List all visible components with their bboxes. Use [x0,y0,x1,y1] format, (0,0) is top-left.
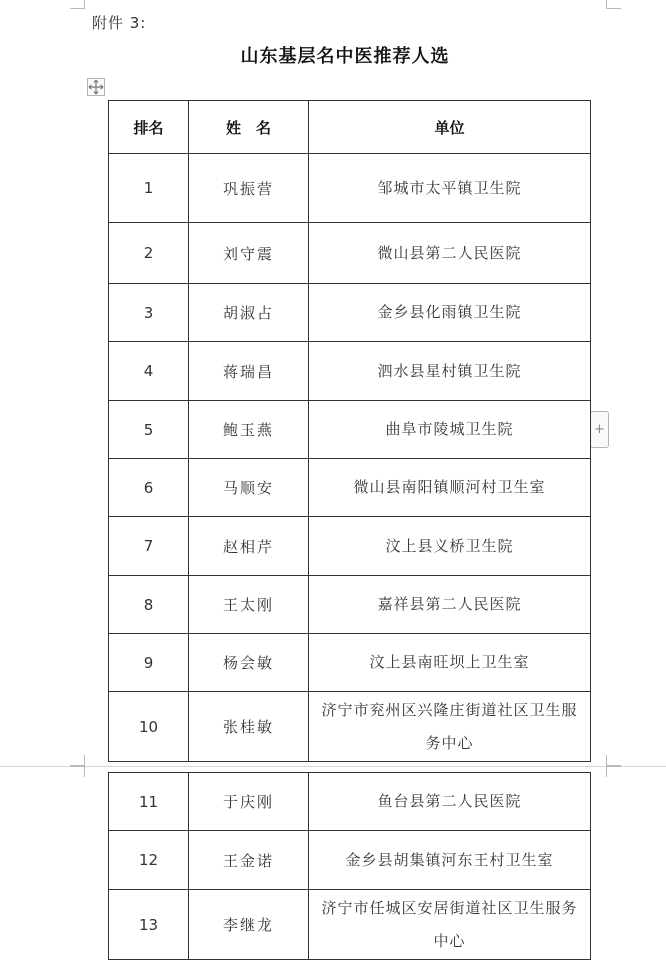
move-icon [88,79,104,95]
cell-rank: 7 [109,517,189,576]
cell-unit: 汶上县南旺坝上卫生室 [309,634,591,692]
cell-name: 胡淑占 [189,284,309,342]
cell-name: 巩振营 [189,154,309,223]
cell-rank: 4 [109,342,189,401]
attachment-label: 附件 3: [92,14,147,32]
page-corner-mark [606,755,621,766]
table-row [109,831,591,890]
cell-unit: 泗水县星村镇卫生院 [309,342,591,401]
cell-rank: 13 [109,890,189,960]
cell-rank: 9 [109,634,189,692]
cell-unit: 曲阜市陵城卫生院 [309,401,591,459]
table-row [109,517,591,576]
header-unit: 单位 [309,101,591,154]
table-row [109,223,591,284]
cell-unit: 汶上县义桥卫生院 [309,517,591,576]
header-rank: 排名 [109,101,189,154]
nominee-table [108,100,591,762]
plus-icon: + [594,422,605,437]
cell-name: 李继龙 [189,890,309,960]
cell-name: 马顺安 [189,459,309,517]
page-corner-mark [70,755,85,766]
nominee-table-continued [108,772,591,960]
table-row [109,401,591,459]
cell-unit: 微山县南阳镇顺河村卫生室 [309,459,591,517]
cell-rank: 3 [109,284,189,342]
cell-rank: 8 [109,576,189,634]
cell-name: 鲍玉燕 [189,401,309,459]
cell-name: 王太刚 [189,576,309,634]
table-row [109,890,591,960]
cell-unit: 金乡县化雨镇卫生院 [309,284,591,342]
cell-rank: 11 [109,773,189,831]
cell-unit: 金乡县胡集镇河东王村卫生室 [309,831,591,890]
table-header-row [109,101,591,154]
table-row [109,459,591,517]
cell-unit: 济宁市兖州区兴隆庄街道社区卫生服务中心 [309,692,591,762]
page-corner-mark [606,0,621,9]
cell-rank: 2 [109,223,189,284]
cell-unit: 邹城市太平镇卫生院 [309,154,591,223]
cell-rank: 10 [109,692,189,762]
table-row [109,154,591,223]
header-name: 姓 名 [189,101,309,154]
cell-rank: 5 [109,401,189,459]
cell-rank: 1 [109,154,189,223]
cell-name: 赵相芹 [189,517,309,576]
document-title: 山东基层名中医推荐人选 [240,46,450,67]
cell-name: 蒋瑞昌 [189,342,309,401]
page-corner-mark [70,766,85,777]
page-corner-mark [70,0,85,9]
cell-name: 杨会敏 [189,634,309,692]
table-move-handle[interactable] [87,78,105,96]
cell-unit: 嘉祥县第二人民医院 [309,576,591,634]
cell-unit: 济宁市任城区安居街道社区卫生服务中心 [309,890,591,960]
cell-rank: 6 [109,459,189,517]
cell-unit: 鱼台县第二人民医院 [309,773,591,831]
page-corner-mark [606,766,621,777]
cell-name: 张桂敏 [189,692,309,762]
table-row [109,342,591,401]
add-column-button[interactable] [590,411,609,448]
table-row [109,692,591,762]
page-break [0,766,666,767]
cell-rank: 12 [109,831,189,890]
cell-name: 于庆刚 [189,773,309,831]
table-row [109,284,591,342]
cell-name: 刘守震 [189,223,309,284]
table-row [109,576,591,634]
cell-unit: 微山县第二人民医院 [309,223,591,284]
cell-name: 王金诺 [189,831,309,890]
table-row [109,634,591,692]
table-row [109,773,591,831]
